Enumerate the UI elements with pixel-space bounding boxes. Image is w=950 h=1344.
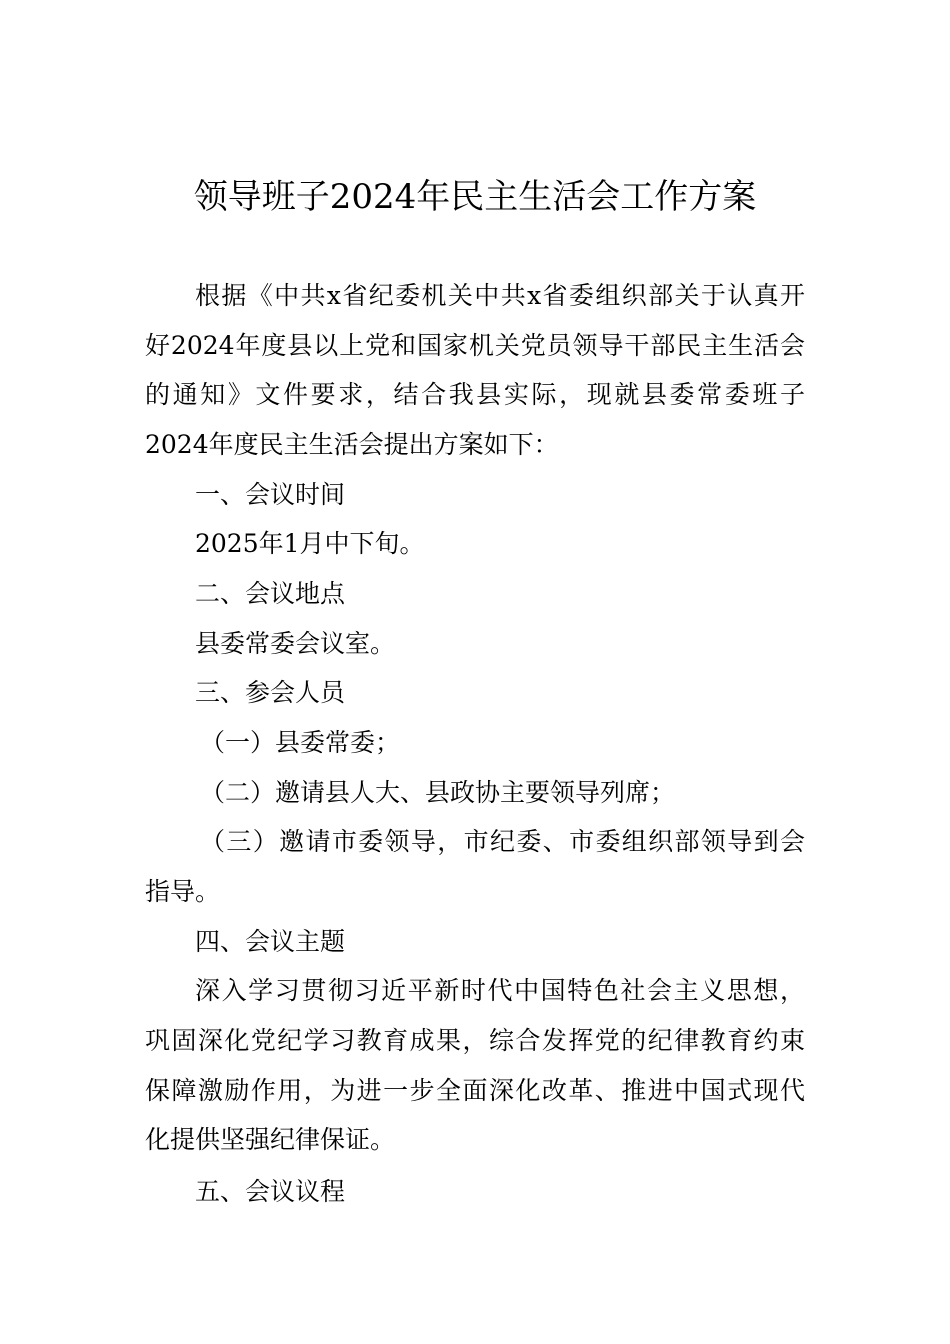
section-1-text: 2025年1月中下旬。 — [195, 529, 425, 558]
section-3-item-2: （二）邀请县人大、县政协主要领导列席； — [200, 778, 676, 807]
section-4-heading: 四、会议主题 — [195, 927, 346, 956]
section-3-item-3-cont: 指导。 — [145, 877, 221, 906]
section-3-item-3: （三）邀请市委领导，市纪委、市委组织部领导到会 — [200, 827, 805, 856]
section-4-line-1: 深入学习贯彻习近平新时代中国特色社会主义思想， — [195, 976, 805, 1005]
intro-line-2: 好2024年度县以上党和国家机关党员领导干部民主生活会 — [145, 331, 805, 360]
intro-line-4: 2024年度民主生活会提出方案如下： — [145, 430, 559, 459]
section-3-heading: 三、参会人员 — [195, 678, 346, 707]
document-title: 领导班子2024年民主生活会工作方案 — [193, 177, 757, 217]
section-2-text: 县委常委会议室。 — [195, 629, 396, 658]
section-4-line-2: 巩固深化党纪学习教育成果，综合发挥党的纪律教育约束 — [145, 1026, 805, 1055]
section-2-heading: 二、会议地点 — [195, 579, 346, 608]
section-4-line-3: 保障激励作用，为进一步全面深化改革、推进中国式现代 — [145, 1076, 805, 1105]
intro-line-1: 根据《中共x省纪委机关中共x省委组织部关于认真开 — [195, 281, 805, 310]
section-5-heading: 五、会议议程 — [195, 1177, 346, 1206]
section-3-item-1: （一）县委常委； — [200, 728, 401, 757]
intro-line-3: 的通知》文件要求，结合我县实际，现就县委常委班子 — [145, 380, 805, 409]
section-1-heading: 一、会议时间 — [195, 480, 346, 509]
section-4-line-4: 化提供坚强纪律保证。 — [145, 1125, 396, 1154]
